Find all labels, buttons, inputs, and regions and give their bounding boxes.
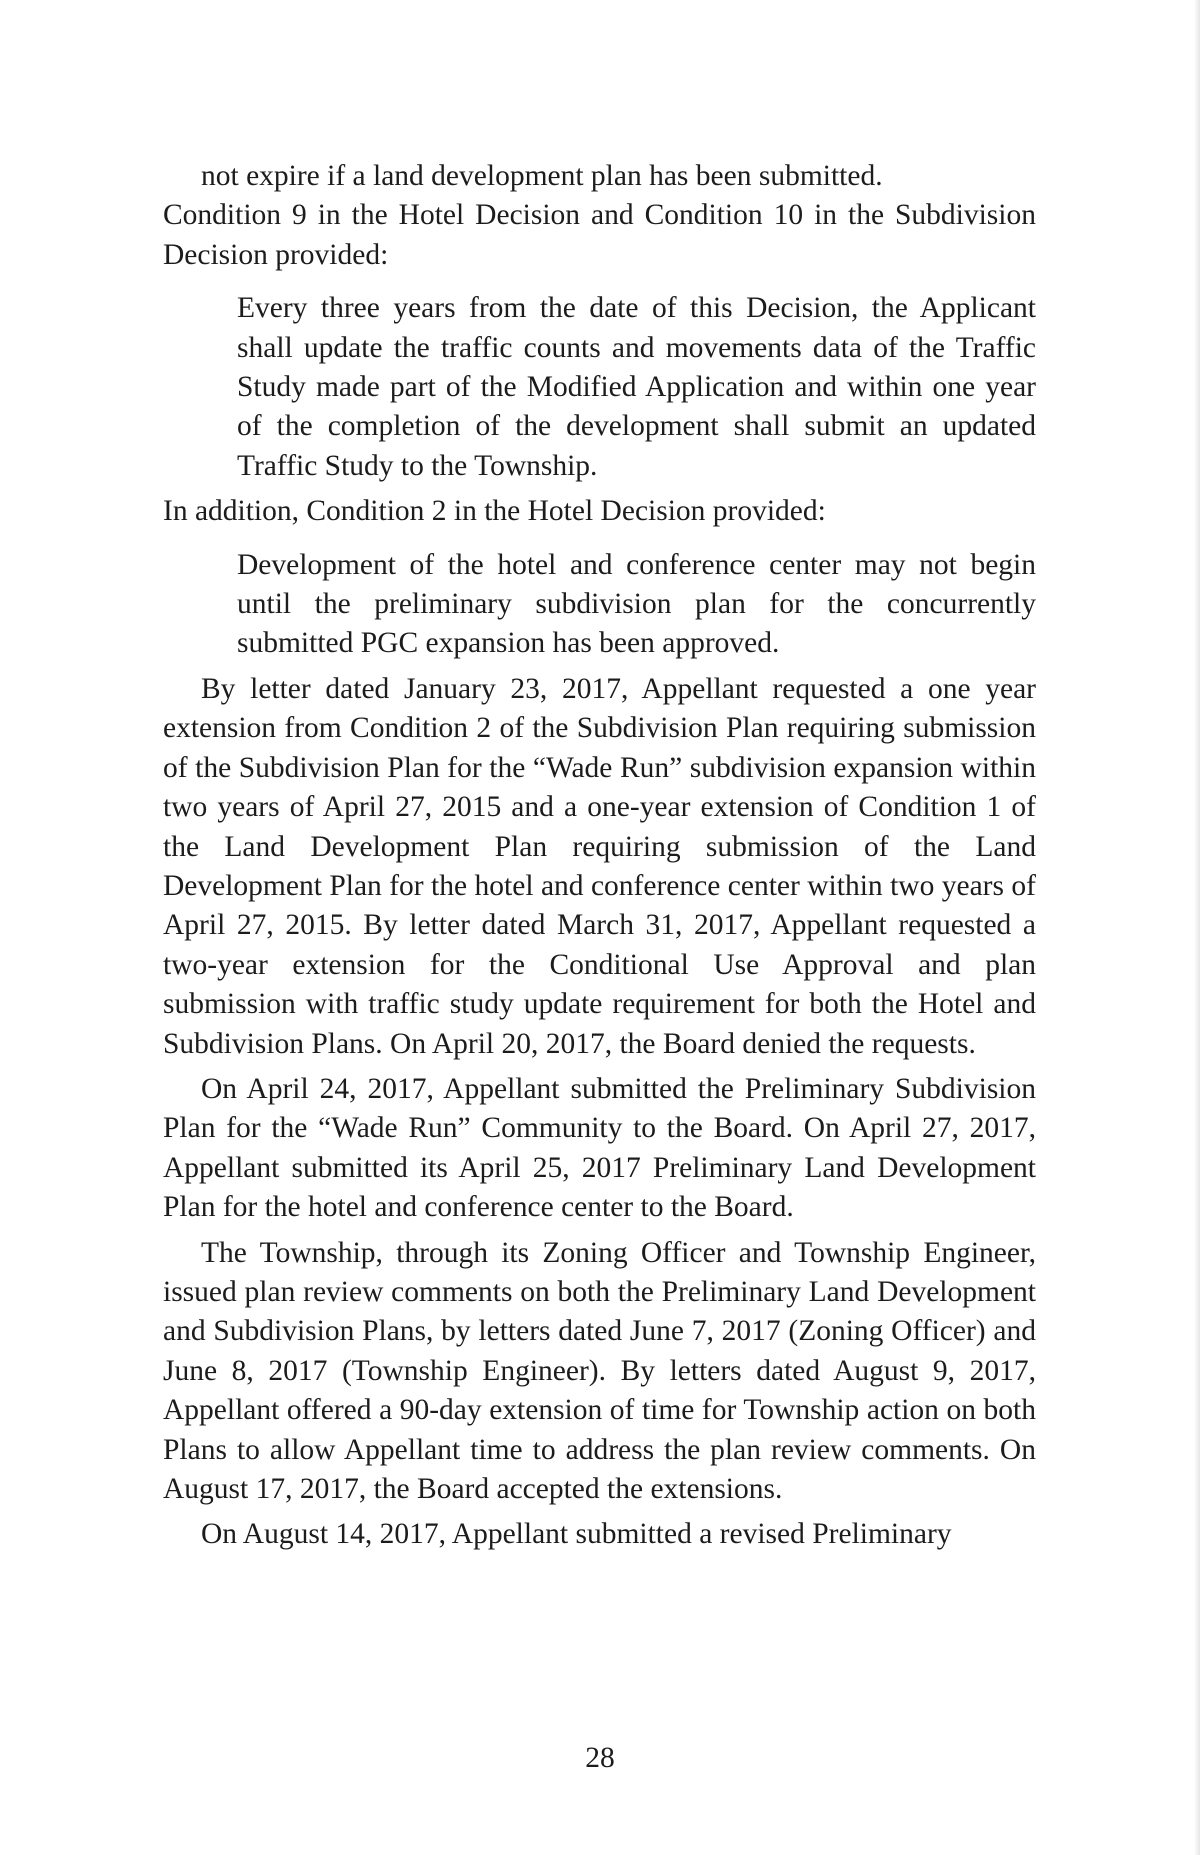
- paragraph-review-comments: The Township, through its Zoning Officer and Township Engineer, issued plan review comments on both the Preliminary Land Development and Subdivision Plans, by letters dated June 7, 2017 (Zoning Officer) and June 8, 2017 (Township Engineer). By letters dated August 9, 2017, Appellant offered a 90-day extension of time for Township action on both Plans to allow Appellant time to address the plan review comments. On August 17, 2017, the Board accepted the extensions.: [163, 1236, 1036, 1505]
- paragraph-revised-plan: On August 14, 2017, Appellant submitted a revised Preliminary: [201, 1518, 952, 1551]
- page-edge: [1194, 0, 1200, 1855]
- paragraph-hotel-condition-intro: In addition, Condition 2 in the Hotel Decision provided:: [163, 495, 826, 528]
- body-text: [163, 157, 1036, 1555]
- block-quote-traffic-study: Every three years from the date of this Decision, the Applicant shall update the traffic counts and movements data of the Traffic Study made part of the Modified Application and within one year of the completion of the development shall submit an updated Traffic Study to the Township.: [237, 292, 1036, 482]
- paragraph-extension-requests: By letter dated January 23, 2017, Appellant requested a one year extension from Condition 2 of the Subdivision Plan requiring submission of the Subdivision Plan for the “Wade Run” subdivision expansion within two years of April 27, 2015 and a one-year extension of Condition 1 of the Land Development Plan requiring submission of the Land Development Plan for the hotel and conference center within two years of April 27, 2015. By letter dated March 31, 2017, Appellant requested a two-year extension for the Conditional Use Approval and plan submission with traffic study update requirement for both the Hotel and Subdivision Plans. On April 20, 2017, the Board denied the requests.: [163, 672, 1036, 1060]
- block-quote-hotel-development: Development of the hotel and conference center may not begin until the preliminary subdivision plan for the concurrently submitted PGC expansion has been approved.: [237, 548, 1036, 660]
- paragraph-plan-submissions: On April 24, 2017, Appellant submitted the Preliminary Subdivision Plan for the “Wade Run” Community to the Board. On April 27, 2017, Appellant submitted its April 25, 2017 Preliminary Land Development Plan for the hotel and conference center to the Board.: [163, 1072, 1036, 1224]
- page-number: 28: [585, 1742, 615, 1774]
- paragraph-continuation: not expire if a land development plan has been submitted.: [201, 160, 883, 192]
- paragraph-conditions-intro: Condition 9 in the Hotel Decision and Condition 10 in the Subdivision Decision provided:: [163, 199, 1036, 271]
